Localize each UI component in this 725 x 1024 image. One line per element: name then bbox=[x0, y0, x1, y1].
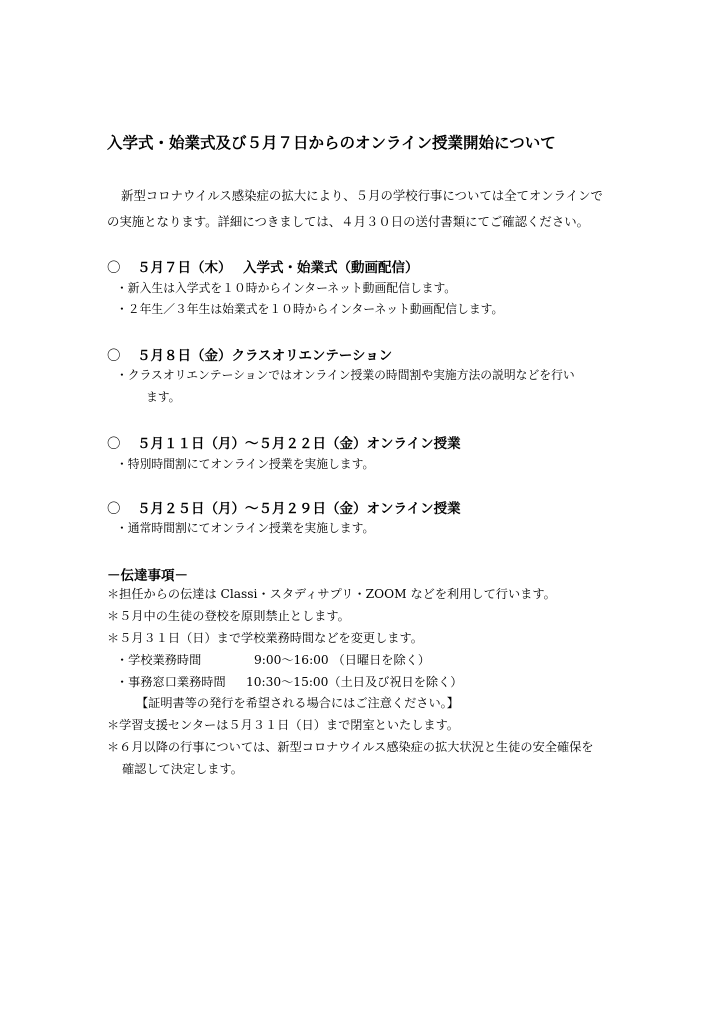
section-line: ます。 bbox=[146, 390, 181, 404]
hours-label: ・事務窓口業務時間 bbox=[116, 675, 226, 689]
page-title: 入学式・始業式及び５月７日からのオンライン授業開始について bbox=[107, 134, 556, 152]
hours-value: 10:30～15:00（土日及び祝日を除く） bbox=[246, 675, 463, 689]
section-heading-text: ５月７日（木） 入学式・始業式（動画配信） bbox=[137, 260, 419, 276]
section-heading bbox=[107, 497, 461, 517]
hours-value: 9:00～16:00 （日曜日を除く） bbox=[254, 653, 431, 667]
notices-heading: －伝達事項－ bbox=[107, 568, 188, 584]
circle-bullet-icon: 〇 bbox=[107, 501, 121, 517]
section-heading-text: ５月８日（金）クラスオリエンテーション bbox=[137, 348, 393, 364]
notice-item: ＊学習支援センターは５月３１日（日）まで閉室といたします。 bbox=[107, 718, 459, 732]
circle-bullet-icon: 〇 bbox=[107, 436, 121, 452]
intro-line: の実施となります。詳細につきましては、４月３０日の送付書類にてご確認ください。 bbox=[107, 214, 589, 229]
intro-line: 新型コロナウイルス感染症の拡大により、５月の学校行事については全てオンラインで bbox=[121, 188, 603, 203]
section-heading-text: ５月２５日（月）～５月２９日（金）オンライン授業 bbox=[137, 501, 461, 517]
section-heading bbox=[107, 432, 461, 452]
hours-row bbox=[116, 673, 463, 690]
section-line: ・通常時間割にてオンライン授業を実施します。 bbox=[116, 521, 375, 535]
section-line: ・２年生／３年生は始業式を１０時からインターネット動画配信します。 bbox=[116, 302, 504, 316]
section-heading-text: ５月１１日（月）～５月２２日（金）オンライン授業 bbox=[137, 436, 461, 452]
hours-label: ・学校業務時間 bbox=[116, 653, 202, 667]
notice-item: ＊６月以降の行事については、新型コロナウイルス感染症の拡大状況と生徒の安全確保を bbox=[107, 740, 594, 754]
notice-item-continuation: 確認して決定します。 bbox=[122, 762, 243, 776]
intro-paragraph bbox=[107, 183, 627, 235]
notice-bracket-note: 【証明書等の発行を希望される場合にはご注意ください。】 bbox=[136, 696, 459, 710]
section-line: ・特別時間割にてオンライン授業を実施します。 bbox=[116, 457, 375, 471]
section-heading bbox=[107, 344, 392, 364]
section-line: ・新入生は入学式を１０時からインターネット動画配信します。 bbox=[116, 281, 457, 295]
notice-item: ＊５月中の生徒の登校を原則禁止とします。 bbox=[107, 609, 350, 623]
circle-bullet-icon: 〇 bbox=[107, 348, 121, 364]
hours-row bbox=[116, 651, 430, 668]
section-line: ・クラスオリエンテーションではオンライン授業の時間割や実施方法の説明などを行い bbox=[116, 368, 575, 382]
notice-item: ＊５月３１日（日）まで学校業務時間などを変更します。 bbox=[107, 631, 423, 645]
circle-bullet-icon: 〇 bbox=[107, 260, 121, 276]
section-heading bbox=[107, 256, 418, 276]
notice-item: ＊担任からの伝達は Classi・スタディサプリ・ZOOM などを利用して行います。 bbox=[107, 587, 556, 601]
